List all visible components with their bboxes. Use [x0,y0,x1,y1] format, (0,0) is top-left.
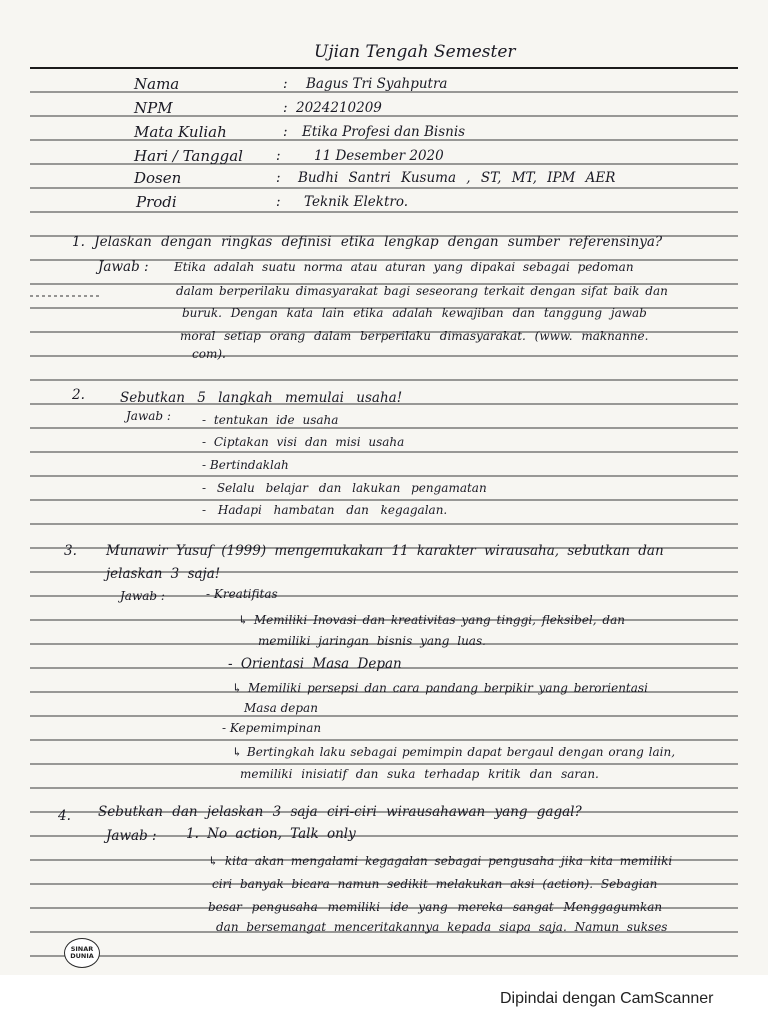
list-item: - Bertindaklah [202,458,289,472]
info-colon: : [276,170,281,186]
list-item: - Selalu belajar dan lakukan pengamatan [202,481,487,495]
info-label-nama: Nama [134,75,180,93]
question-3-text: Munawir Yusuf (1999) mengemukakan 11 karakter wirausaha, sebutkan dan [106,543,664,559]
answer-line: - Orientasi Masa Depan [228,656,402,672]
info-value-mata-kuliah: Etika Profesi dan Bisnis [302,124,466,140]
answer-line: - Kepemimpinan [222,721,322,735]
scanner-watermark: Dipindai dengan CamScanner [500,990,714,1007]
answer-line: ↳ kita akan mengalami kegagalan sebagai pengusaha jika kita memiliki [208,854,673,868]
info-value-prodi: Teknik Elektro. [304,194,409,210]
answer-line: ↳ Memiliki persepsi dan cara pandang berpikir yang berorientasi [232,681,648,695]
info-value-nama: Bagus Tri Syahputra [306,76,448,92]
answer-line: moral setiap orang dalam berperilaku dimasyarakat. (www. maknanne. [180,329,649,343]
answer-line: ↳ Memiliki Inovasi dan kreativitas yang tinggi, fleksibel, dan [238,613,625,627]
answer-line: memiliki jaringan bisnis yang luas. [258,634,486,648]
logo-line: SINAR [70,945,94,953]
answer-line: Etika adalah suatu norma atau aturan yang dipakai sebagai pedoman [174,260,634,274]
info-label-mata-kuliah: Mata Kuliah [134,123,227,141]
question-number: 2. [72,387,85,403]
answer-line: besar pengusaha memiliki ide yang mereka sangat Menggagumkan [208,900,663,914]
answer-line: ↳ Bertingkah laku sebagai pemimpin dapat bergaul dengan orang lain, [232,745,676,759]
info-colon: : [283,100,288,116]
info-label-hari-tanggal: Hari / Tanggal [134,147,243,165]
question-4-text: Sebutkan dan jelaskan 3 saja ciri-ciri wirausahawan yang gagal? [98,804,582,820]
page-title: Ujian Tengah Semester [314,42,516,62]
question-number: 3. [64,543,77,559]
info-label-npm: NPM [134,99,173,117]
info-colon: : [276,148,281,164]
answer-line: dalam berperilaku dimasyarakat bagi seseorang terkait dengan sifat baik dan [176,284,668,298]
answer-line: ciri banyak bicara namun sedikit melakukan aksi (action). Sebagian [212,877,658,891]
list-item: - tentukan ide usaha [202,413,339,427]
info-value-npm: 2024210209 [296,100,382,116]
info-colon: : [283,76,288,92]
answer-label: Jawab : [98,259,149,275]
answer-label: Jawab : [126,409,171,423]
info-label-dosen: Dosen [134,169,182,187]
info-colon: : [276,194,281,210]
answer-line: com). [192,347,226,361]
answer-label: Jawab : [106,828,157,844]
question-3-text: jelaskan 3 saja! [106,566,221,582]
answer-line: buruk. Dengan kata lain etika adalah kewajiban dan tanggung jawab [182,306,647,320]
answer-line: 1. No action, Talk only [186,826,356,842]
info-value-dosen: Budhi Santri Kusuma , ST, MT, IPM AER [298,170,616,186]
sinar-dunia-logo [64,938,100,968]
question-1-text: 1. Jelaskan dengan ringkas definisi etika lengkap dengan sumber referensinya? [72,234,663,250]
info-label-prodi: Prodi [136,193,177,211]
question-number: 4. [58,808,71,824]
info-colon: : [283,124,288,140]
list-item: - Ciptakan visi dan misi usaha [202,435,405,449]
answer-line: Masa depan [244,701,318,715]
question-2-text: Sebutkan 5 langkah memulai usaha! [120,390,403,406]
info-value-hari-tanggal: 11 Desember 2020 [314,148,444,164]
logo-line: DUNIA [70,952,94,960]
answer-line: memiliki inisiatif dan suka terhadap kritik dan saran. [240,767,599,781]
answer-label: Jawab : [120,589,165,603]
list-item: - Hadapi hambatan dan kegagalan. [202,503,448,517]
answer-line: - Kreatifitas [206,587,278,601]
answer-line: dan bersemangat menceritakannya kepada siapa saja. Namun sukses [216,920,668,934]
